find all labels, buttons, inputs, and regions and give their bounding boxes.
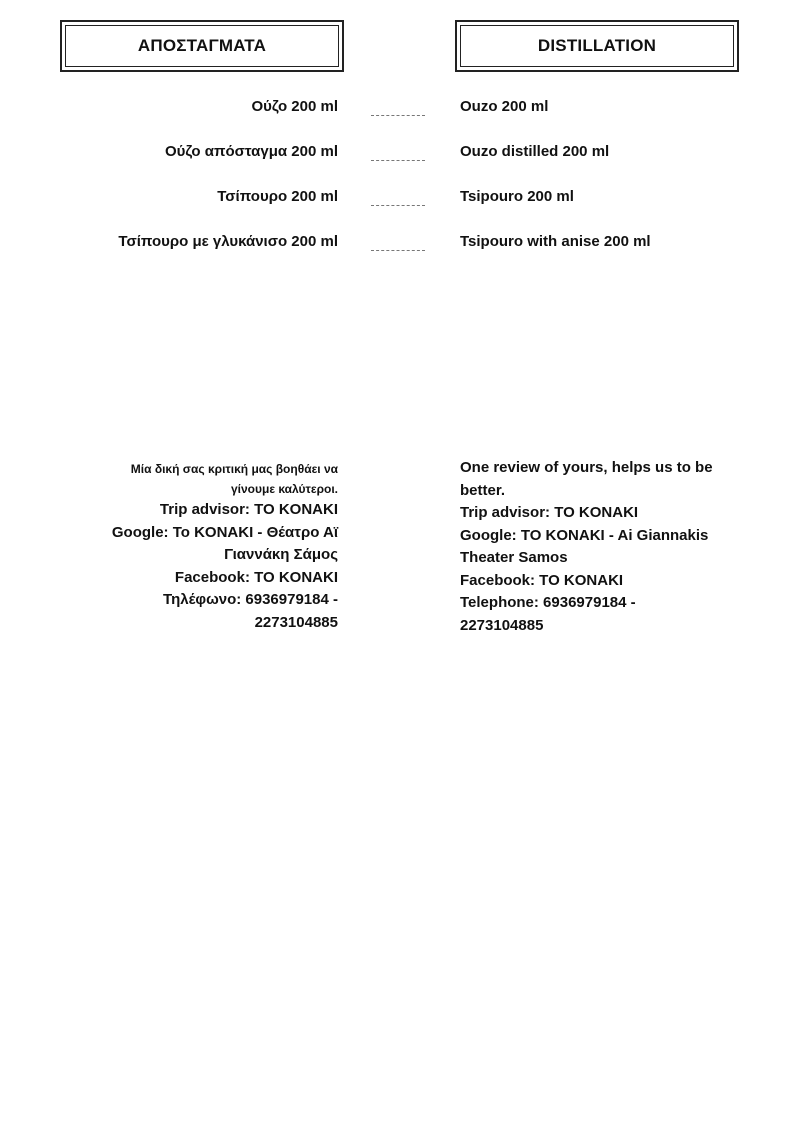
header-english — [455, 20, 739, 72]
google-english-line1: Google: TO KONAKI - Ai Giannakis — [460, 526, 709, 544]
review-block-english — [460, 457, 740, 637]
google-english-line2: Theater Samos — [460, 549, 568, 566]
menu-item-row — [0, 98, 800, 122]
review-intro-greek-line1: Μία δική σας κριτική μας βοηθάει να — [130, 462, 338, 476]
item-greek-name: Ούζο 200 ml — [251, 98, 338, 115]
menu-item-row — [0, 233, 800, 257]
phone-english-line2: 2273104885 — [460, 616, 544, 634]
review-intro-english-line2: better. — [460, 481, 506, 499]
facebook-english: Facebook: TO KONAKI — [460, 571, 624, 589]
tripadvisor-greek: Trip advisor: TO KONAKI — [159, 501, 338, 518]
item-english-name: Ouzo distilled 200 ml — [460, 143, 610, 160]
header-english-title: DISTILLATION — [537, 36, 657, 55]
facebook-greek: Facebook: TO KONAKI — [174, 568, 338, 586]
item-dash-separator — [371, 115, 425, 116]
item-english-name: Tsipouro 200 ml — [460, 188, 574, 205]
google-greek-line2: Γιαννάκη Σάμος — [224, 546, 338, 563]
menu-item-row — [0, 188, 800, 212]
item-dash-separator — [371, 160, 425, 161]
phone-greek-line2: 2273104885 — [254, 613, 338, 631]
item-greek-name: Ούζο απόσταγμα 200 ml — [164, 143, 338, 160]
review-intro-greek-line2: γίνουμε καλύτεροι. — [231, 482, 338, 496]
review-block-greek — [98, 459, 338, 634]
item-greek-name: Τσίπουρο 200 ml — [217, 188, 338, 205]
review-intro-english-line1: One review of yours, helps us to be — [460, 459, 713, 476]
header-greek — [60, 20, 344, 72]
google-greek-line1: Google: Το KONAKI - Θέατρο Αϊ — [111, 523, 338, 541]
phone-greek-line1: Τηλέφωνο: 6936979184 - — [163, 591, 338, 608]
item-greek-name: Τσίπουρο με γλυκάνισο 200 ml — [118, 233, 338, 250]
item-dash-separator — [371, 205, 425, 206]
item-english-name: Ouzo 200 ml — [460, 98, 549, 115]
menu-item-row — [0, 143, 800, 167]
item-english-name: Tsipouro with anise 200 ml — [460, 233, 651, 250]
phone-english-line1: Telephone: 6936979184 - — [460, 594, 636, 611]
header-greek-title: ΑΠΟΣΤΑΓΜΑΤΑ — [137, 36, 267, 55]
item-dash-separator — [371, 250, 425, 251]
tripadvisor-english: Trip advisor: TO KONAKI — [460, 504, 639, 521]
